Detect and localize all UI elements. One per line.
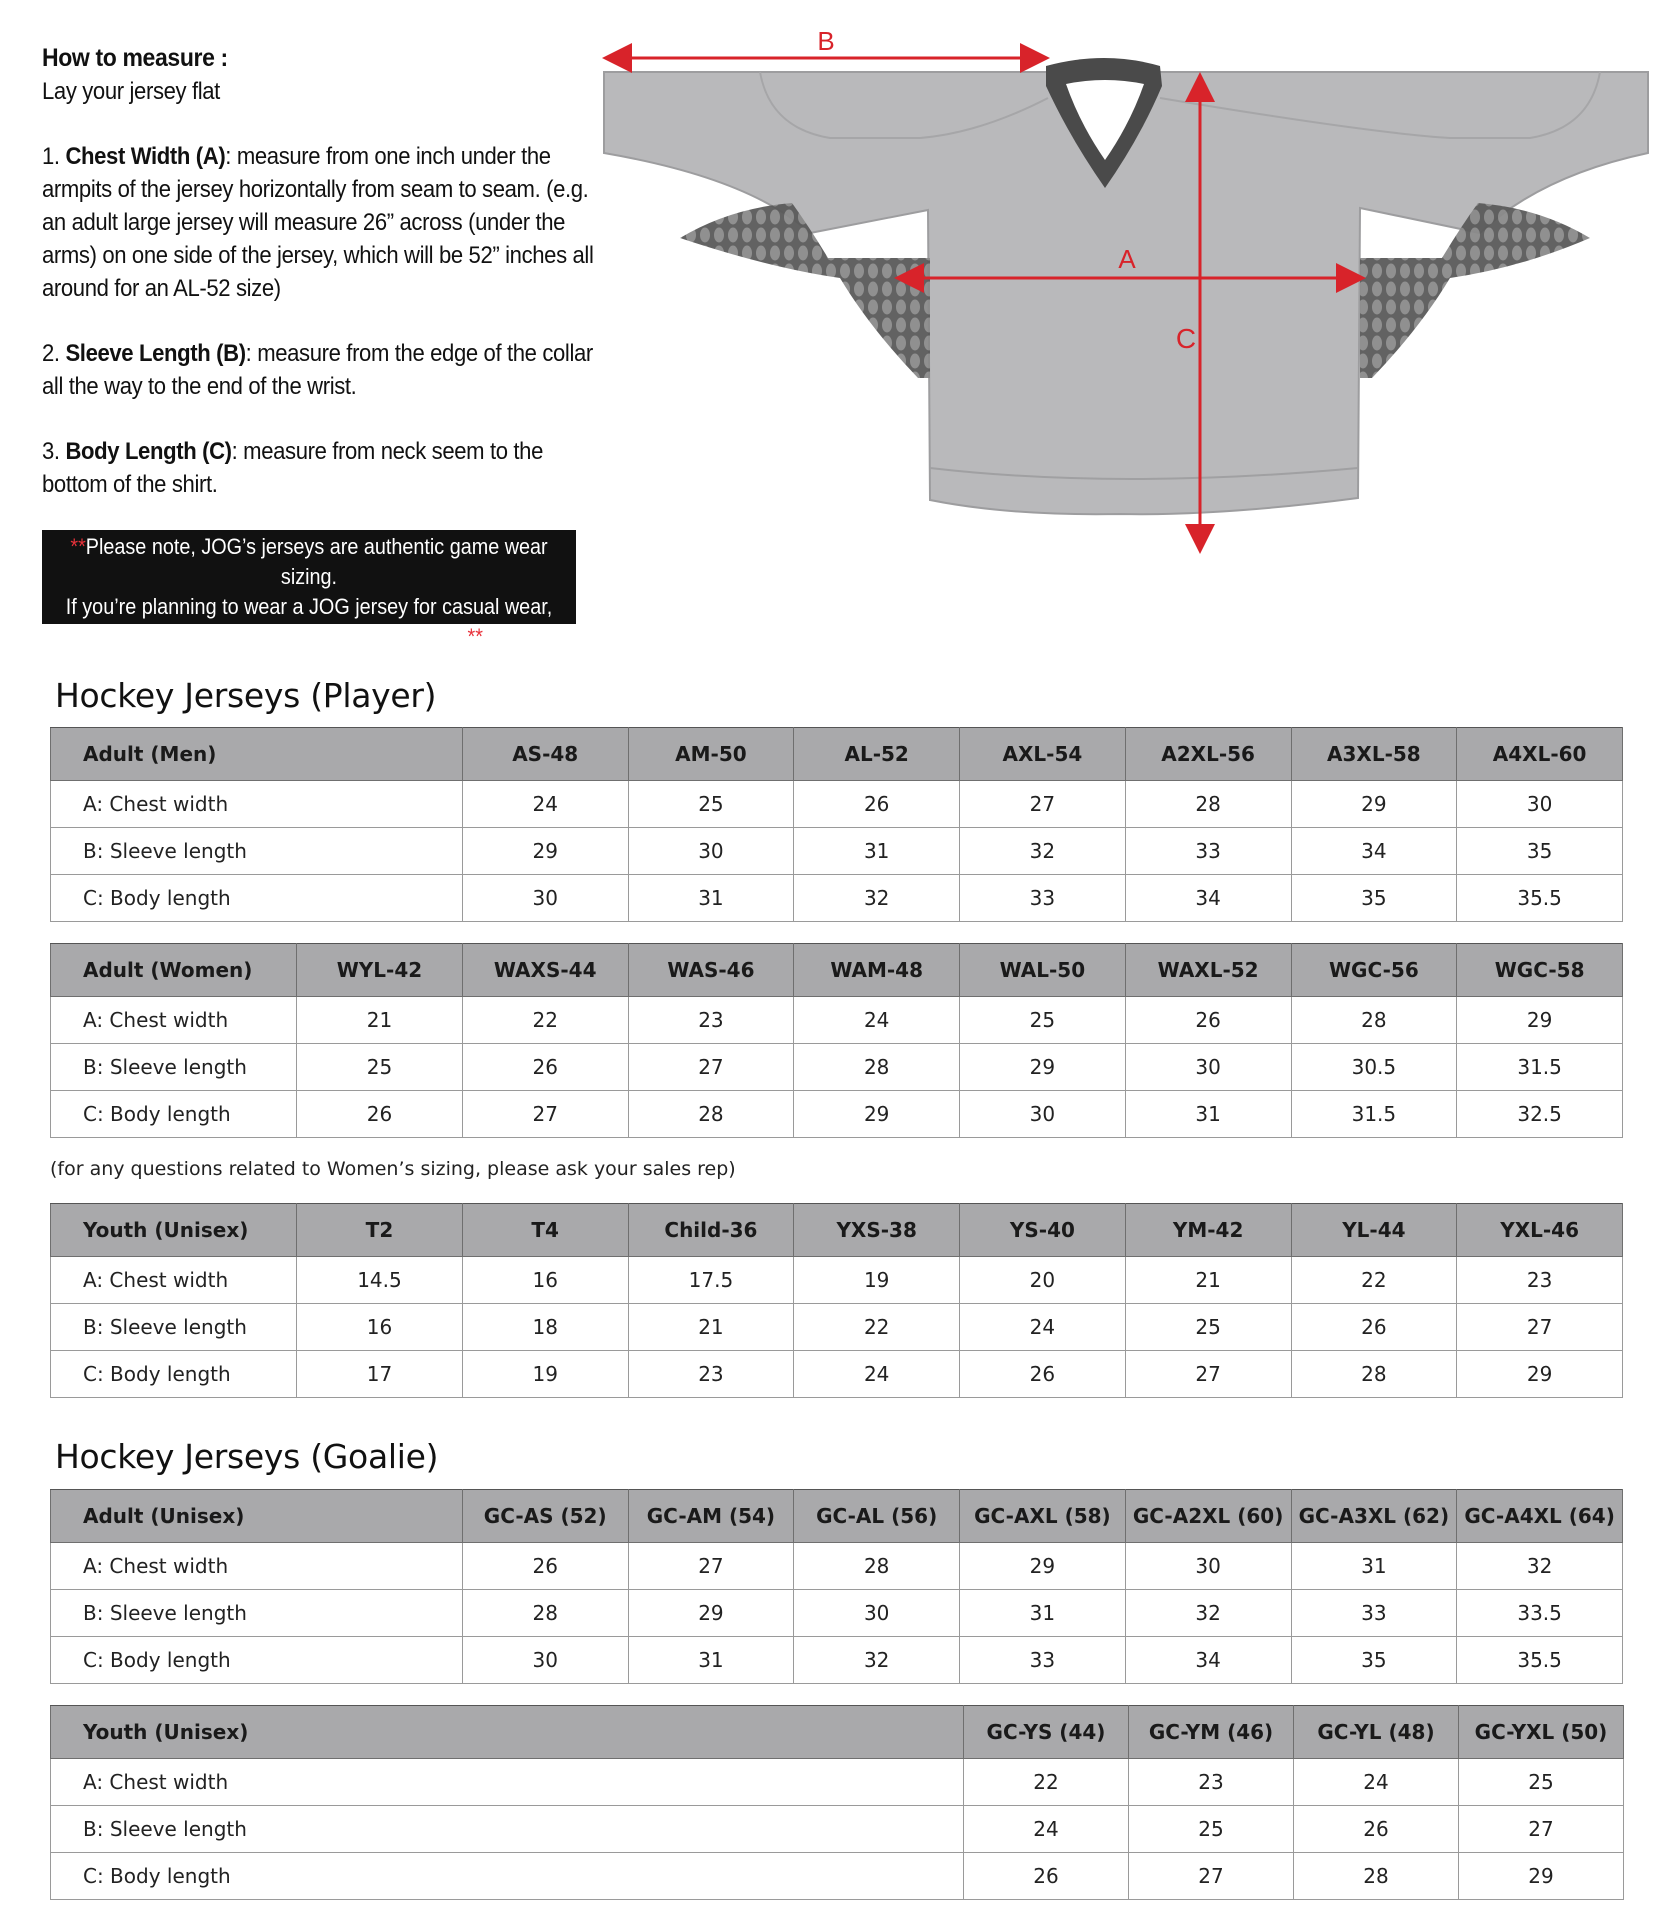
measurement-value: 30 <box>794 1590 960 1637</box>
label-b: B <box>817 28 835 56</box>
size-column-header: WGC-58 <box>1457 944 1623 997</box>
measurement-label: C: Body length <box>51 1637 463 1684</box>
measurement-value: 34 <box>1291 828 1457 875</box>
measurement-value: 29 <box>1291 781 1457 828</box>
label-c: C <box>1175 323 1197 354</box>
measurement-value: 19 <box>794 1257 960 1304</box>
measurement-value: 26 <box>964 1853 1129 1900</box>
measurement-value: 26 <box>1291 1304 1457 1351</box>
step-title: Sleeve Length (B) <box>65 340 246 367</box>
measurement-value: 24 <box>462 781 628 828</box>
size-column-header: AS-48 <box>462 728 628 781</box>
table-group-header: Youth (Unisex) <box>51 1204 297 1257</box>
measurement-value: 24 <box>794 1351 960 1398</box>
note-text: Please note, JOG’s jerseys are authentic game wear sizing. <box>85 534 548 589</box>
measurement-value: 31 <box>1291 1543 1457 1590</box>
size-column-header: WGC-56 <box>1291 944 1457 997</box>
adult-men-size-table <box>50 727 1623 922</box>
measurement-value: 29 <box>960 1044 1126 1091</box>
measurement-label: A: Chest width <box>51 1543 463 1590</box>
measurement-value: 18 <box>462 1304 628 1351</box>
measurement-value: 24 <box>964 1806 1129 1853</box>
step-chest-width <box>42 140 594 305</box>
table-row <box>51 1351 1623 1398</box>
measurement-value: 29 <box>1459 1853 1624 1900</box>
table-header-row <box>51 1204 1623 1257</box>
table-row <box>51 997 1623 1044</box>
size-column-header: GC-YM (46) <box>1129 1706 1294 1759</box>
measurement-value: 30 <box>1125 1044 1291 1091</box>
table-row <box>51 1853 1624 1900</box>
size-column-header: GC-AM (54) <box>628 1490 794 1543</box>
measurement-value: 17 <box>297 1351 463 1398</box>
measurement-value: 26 <box>794 781 960 828</box>
note-text: we suggest you order 1-2 sizes down. <box>135 624 468 649</box>
step-text: : measure from neck seem to the bottom of the shirt. <box>42 438 543 498</box>
measurement-label: C: Body length <box>51 1091 297 1138</box>
measurement-label: C: Body length <box>51 875 463 922</box>
measurement-value: 31 <box>960 1590 1126 1637</box>
measurement-value: 23 <box>628 1351 794 1398</box>
size-column-header: YL-44 <box>1291 1204 1457 1257</box>
measurement-label: C: Body length <box>51 1351 297 1398</box>
goalie-youth-size-table <box>50 1705 1624 1900</box>
measurement-value: 32.5 <box>1457 1091 1623 1138</box>
measurement-value: 28 <box>1294 1853 1459 1900</box>
measurement-value: 33.5 <box>1457 1590 1623 1637</box>
table-header-row <box>51 1706 1624 1759</box>
measurement-value: 28 <box>1125 781 1291 828</box>
size-column-header: GC-AL (56) <box>794 1490 960 1543</box>
size-column-header: GC-YL (48) <box>1294 1706 1459 1759</box>
table-row <box>51 1543 1623 1590</box>
measurement-value: 30 <box>1457 781 1623 828</box>
measurement-value: 24 <box>960 1304 1126 1351</box>
measurement-label: B: Sleeve length <box>51 828 463 875</box>
measurement-value: 24 <box>794 997 960 1044</box>
table-row <box>51 1257 1623 1304</box>
measurement-value: 30 <box>462 1637 628 1684</box>
player-section-title: Hockey Jerseys (Player) <box>55 676 437 715</box>
size-column-header: GC-YS (44) <box>964 1706 1129 1759</box>
step-text: : measure from the edge of the collar all the way to the end of the wrist. <box>42 340 593 400</box>
table-row <box>51 1091 1623 1138</box>
measurement-value: 31.5 <box>1291 1091 1457 1138</box>
size-column-header: Child-36 <box>628 1204 794 1257</box>
size-column-header: GC-A3XL (62) <box>1291 1490 1457 1543</box>
table-row <box>51 875 1623 922</box>
size-column-header: A2XL-56 <box>1125 728 1291 781</box>
size-column-header: GC-AXL (58) <box>960 1490 1126 1543</box>
measurement-value: 35.5 <box>1457 875 1623 922</box>
youth-size-table <box>50 1203 1623 1398</box>
note-line-3 <box>44 622 575 652</box>
measurement-value: 25 <box>628 781 794 828</box>
measurement-label: B: Sleeve length <box>51 1044 297 1091</box>
size-column-header: GC-AS (52) <box>462 1490 628 1543</box>
measurement-value: 20 <box>960 1257 1126 1304</box>
measurement-value: 28 <box>794 1044 960 1091</box>
measurement-value: 25 <box>1129 1806 1294 1853</box>
measurement-value: 23 <box>1457 1257 1623 1304</box>
note-stars: ** <box>467 624 483 649</box>
measurement-value: 31 <box>628 875 794 922</box>
table-group-header: Adult (Men) <box>51 728 463 781</box>
measurement-value: 30 <box>462 875 628 922</box>
table-header-row <box>51 728 1623 781</box>
size-column-header: YXL-46 <box>1457 1204 1623 1257</box>
measurement-value: 26 <box>1125 997 1291 1044</box>
table-row <box>51 1590 1623 1637</box>
table-group-header: Youth (Unisex) <box>51 1706 964 1759</box>
measurement-label: B: Sleeve length <box>51 1304 297 1351</box>
measurement-value: 29 <box>462 828 628 875</box>
size-column-header: WAL-50 <box>960 944 1126 997</box>
measurement-value: 23 <box>628 997 794 1044</box>
measurement-value: 27 <box>1125 1351 1291 1398</box>
table-row <box>51 781 1623 828</box>
women-sizing-note: (for any questions related to Women’s sizing, please ask your sales rep) <box>50 1158 736 1180</box>
measurement-value: 35 <box>1291 875 1457 922</box>
measurement-value: 31 <box>628 1637 794 1684</box>
size-column-header: A4XL-60 <box>1457 728 1623 781</box>
measurement-value: 32 <box>960 828 1126 875</box>
adult-women-size-table <box>50 943 1623 1138</box>
step-body-length <box>42 435 594 501</box>
measurement-value: 16 <box>462 1257 628 1304</box>
label-a: A <box>1118 244 1136 274</box>
step-number: 1. <box>42 143 66 170</box>
measure-instructions <box>42 42 594 533</box>
measurement-value: 28 <box>628 1091 794 1138</box>
measurement-value: 29 <box>794 1091 960 1138</box>
measurement-value: 27 <box>1129 1853 1294 1900</box>
measurement-value: 29 <box>1457 1351 1623 1398</box>
measurement-value: 21 <box>628 1304 794 1351</box>
step-title: Chest Width (A) <box>65 143 226 170</box>
measurement-value: 27 <box>628 1044 794 1091</box>
sizing-note <box>42 530 576 649</box>
measurement-value: 34 <box>1125 875 1291 922</box>
instructions-intro: Lay your jersey flat <box>42 78 220 105</box>
measurement-value: 25 <box>1459 1759 1624 1806</box>
table-header-row <box>51 1490 1623 1543</box>
size-column-header: WAM-48 <box>794 944 960 997</box>
size-column-header: YXS-38 <box>794 1204 960 1257</box>
measurement-value: 19 <box>462 1351 628 1398</box>
step-number: 3. <box>42 438 66 465</box>
size-column-header: T2 <box>297 1204 463 1257</box>
measurement-value: 35.5 <box>1457 1637 1623 1684</box>
measurement-value: 30 <box>1125 1543 1291 1590</box>
measurement-label: A: Chest width <box>51 781 463 828</box>
measurement-value: 29 <box>628 1590 794 1637</box>
measurement-value: 29 <box>1457 997 1623 1044</box>
size-column-header: WAXS-44 <box>462 944 628 997</box>
measurement-value: 24 <box>1294 1759 1459 1806</box>
size-column-header: AM-50 <box>628 728 794 781</box>
measurement-value: 32 <box>794 875 960 922</box>
measurement-value: 28 <box>794 1543 960 1590</box>
measurement-value: 31 <box>1125 1091 1291 1138</box>
measurement-value: 23 <box>1129 1759 1294 1806</box>
measurement-value: 26 <box>462 1044 628 1091</box>
measurement-value: 32 <box>1125 1590 1291 1637</box>
measurement-value: 25 <box>1125 1304 1291 1351</box>
measurement-label: C: Body length <box>51 1853 964 1900</box>
step-title: Body Length (C) <box>65 438 232 465</box>
table-group-header: Adult (Unisex) <box>51 1490 463 1543</box>
measurement-value: 32 <box>1457 1543 1623 1590</box>
table-row <box>51 828 1623 875</box>
measurement-value: 27 <box>960 781 1126 828</box>
measurement-value: 14.5 <box>297 1257 463 1304</box>
measurement-value: 28 <box>1291 1351 1457 1398</box>
size-column-header: AXL-54 <box>960 728 1126 781</box>
measurement-value: 30.5 <box>1291 1044 1457 1091</box>
measurement-value: 29 <box>960 1543 1126 1590</box>
measurement-value: 32 <box>794 1637 960 1684</box>
goalie-section-title: Hockey Jerseys (Goalie) <box>55 1437 439 1476</box>
size-column-header: GC-YXL (50) <box>1459 1706 1624 1759</box>
size-column-header: GC-A4XL (64) <box>1457 1490 1623 1543</box>
measurement-value: 16 <box>297 1304 463 1351</box>
measurement-value: 25 <box>297 1044 463 1091</box>
size-column-header: YM-42 <box>1125 1204 1291 1257</box>
measurement-value: 22 <box>794 1304 960 1351</box>
goalie-adult-size-table <box>50 1489 1623 1684</box>
measurement-value: 21 <box>297 997 463 1044</box>
table-row <box>51 1637 1623 1684</box>
size-column-header: WAXL-52 <box>1125 944 1291 997</box>
size-column-header: YS-40 <box>960 1204 1126 1257</box>
measurement-value: 17.5 <box>628 1257 794 1304</box>
measurement-label: B: Sleeve length <box>51 1806 964 1853</box>
measurement-value: 33 <box>960 1637 1126 1684</box>
size-column-header: AL-52 <box>794 728 960 781</box>
measurement-value: 27 <box>462 1091 628 1138</box>
jersey-diagram <box>600 28 1660 568</box>
table-header-row <box>51 944 1623 997</box>
measurement-value: 25 <box>960 997 1126 1044</box>
table-row <box>51 1806 1624 1853</box>
measurement-value: 21 <box>1125 1257 1291 1304</box>
measurement-value: 27 <box>1459 1806 1624 1853</box>
measurement-value: 30 <box>960 1091 1126 1138</box>
measurement-value: 26 <box>960 1351 1126 1398</box>
step-sleeve-length <box>42 337 594 403</box>
measurement-value: 34 <box>1125 1637 1291 1684</box>
measurement-value: 35 <box>1291 1637 1457 1684</box>
measurement-value: 27 <box>628 1543 794 1590</box>
measurement-value: 27 <box>1457 1304 1623 1351</box>
mesh-panel-right <box>1360 203 1590 378</box>
measurement-value: 28 <box>1291 997 1457 1044</box>
size-column-header: A3XL-58 <box>1291 728 1457 781</box>
table-row <box>51 1304 1623 1351</box>
instructions-heading: How to measure : <box>42 44 228 72</box>
measurement-value: 22 <box>462 997 628 1044</box>
measurement-value: 30 <box>628 828 794 875</box>
step-number: 2. <box>42 340 66 367</box>
mesh-panel-left <box>680 203 930 378</box>
measurement-value: 26 <box>1294 1806 1459 1853</box>
step-text: : measure from one inch under the armpits of the jersey horizontally from seam to seam. (e.g. an adult large jersey will measure 26” across (under the arms) on one side of the jersey, which will be 52” inches all around for an AL-52 size) <box>42 143 594 302</box>
size-column-header: T4 <box>462 1204 628 1257</box>
measurement-value: 26 <box>462 1543 628 1590</box>
measurement-value: 33 <box>1291 1590 1457 1637</box>
measurement-label: A: Chest width <box>51 1759 964 1806</box>
measurement-label: A: Chest width <box>51 1257 297 1304</box>
measurement-value: 31 <box>794 828 960 875</box>
size-column-header: WYL-42 <box>297 944 463 997</box>
measurement-label: A: Chest width <box>51 997 297 1044</box>
table-row <box>51 1044 1623 1091</box>
table-group-header: Adult (Women) <box>51 944 297 997</box>
table-row <box>51 1759 1624 1806</box>
measurement-value: 22 <box>1291 1257 1457 1304</box>
measurement-label: B: Sleeve length <box>51 1590 463 1637</box>
measurement-value: 22 <box>964 1759 1129 1806</box>
measurement-value: 28 <box>462 1590 628 1637</box>
note-line-2: If you’re planning to wear a JOG jersey for casual wear, <box>65 594 553 619</box>
measurement-value: 33 <box>1125 828 1291 875</box>
note-stars: ** <box>70 534 86 559</box>
measurement-value: 33 <box>960 875 1126 922</box>
note-line-1 <box>44 532 575 592</box>
size-column-header: GC-A2XL (60) <box>1125 1490 1291 1543</box>
measurement-value: 26 <box>297 1091 463 1138</box>
measurement-value: 31.5 <box>1457 1044 1623 1091</box>
measurement-value: 35 <box>1457 828 1623 875</box>
size-column-header: WAS-46 <box>628 944 794 997</box>
